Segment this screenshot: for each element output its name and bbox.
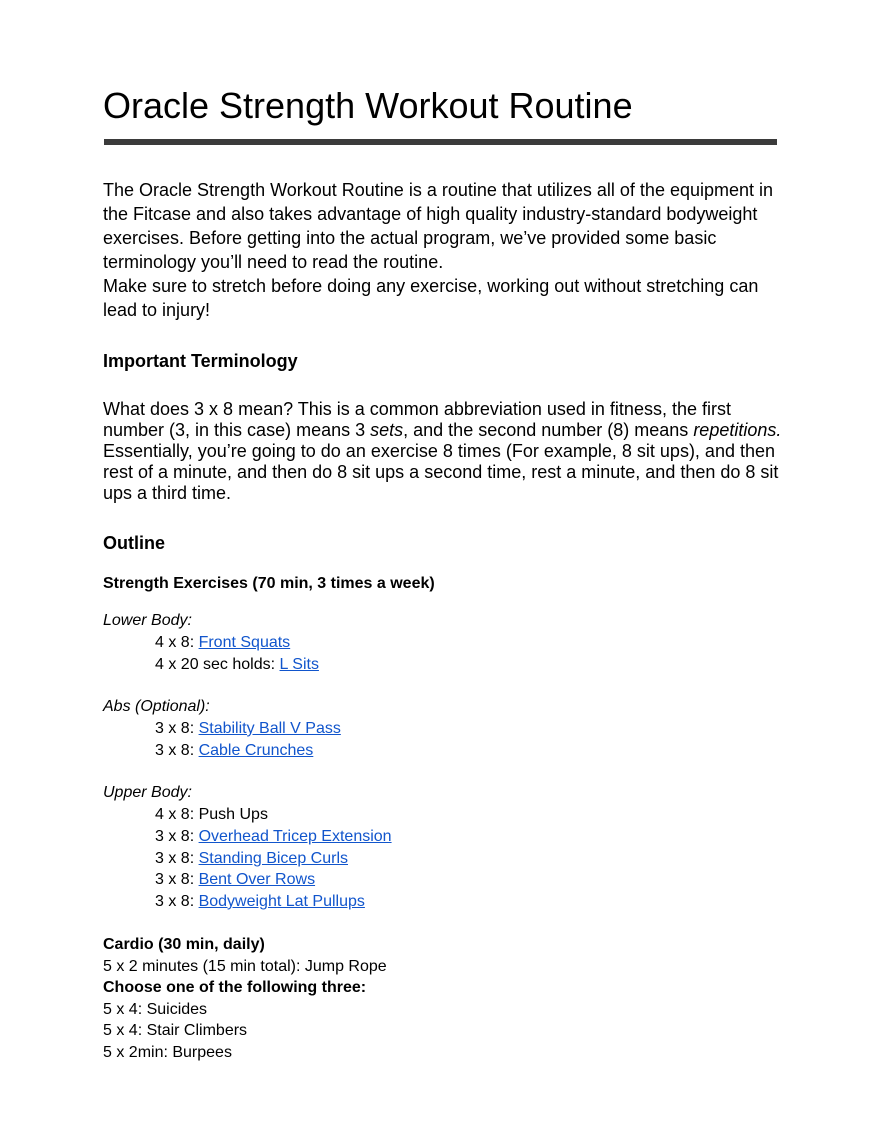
repetitions-term: repetitions.	[693, 420, 782, 440]
stability-ball-v-pass-link[interactable]: Stability Ball V Pass	[198, 720, 341, 737]
list-item	[103, 826, 835, 848]
l-sits-link[interactable]: L Sits	[279, 656, 319, 673]
cardio-option: 5 x 2min: Burpees	[103, 1044, 232, 1061]
set-rep-prefix: 4 x 20 sec holds:	[155, 656, 280, 673]
list-item	[103, 848, 835, 870]
strength-heading: Strength Exercises (70 min, 3 times a week)	[103, 575, 435, 592]
terminology-heading: Important Terminology	[103, 351, 298, 371]
list-item	[103, 654, 835, 676]
set-rep-prefix: 3 x 8:	[155, 720, 199, 737]
front-squats-link[interactable]: Front Squats	[198, 634, 291, 651]
outline-heading: Outline	[103, 533, 165, 553]
list-item: 4 x 8: Push Ups	[155, 806, 268, 823]
bent-over-rows-link[interactable]: Bent Over Rows	[198, 871, 316, 888]
cardio-option: 5 x 4: Suicides	[103, 1001, 208, 1018]
list-item	[103, 632, 835, 654]
abs-label: Abs (Optional):	[103, 698, 210, 715]
terminology-text-1: What does 3 x 8 mean? This is a common abbreviation used in fitness, the first number (3, in this case) means 3	[103, 399, 731, 440]
set-rep-prefix: 3 x 8:	[155, 742, 199, 759]
set-rep-prefix: 3 x 8:	[155, 828, 199, 845]
list-item	[103, 869, 835, 891]
standing-bicep-curls-link[interactable]: Standing Bicep Curls	[198, 850, 348, 867]
page-title: Oracle Strength Workout Routine	[103, 85, 633, 126]
cardio-heading: Cardio (30 min, daily)	[103, 936, 265, 953]
set-rep-prefix: 3 x 8:	[155, 850, 199, 867]
lower-body-label: Lower Body:	[103, 612, 192, 629]
terminology-text-2: , and the second number (8) means	[403, 420, 694, 440]
set-rep-prefix: 3 x 8:	[155, 871, 199, 888]
jump-rope-line: 5 x 2 minutes (15 min total): Jump Rope	[103, 958, 387, 975]
list-item	[103, 718, 835, 740]
cable-crunches-link[interactable]: Cable Crunches	[198, 742, 314, 759]
overhead-tricep-extension-link[interactable]: Overhead Tricep Extension	[198, 828, 392, 845]
set-rep-prefix: 3 x 8:	[155, 893, 199, 910]
intro-paragraph: The Oracle Strength Workout Routine is a routine that utilizes all of the equipment in the Fitcase and also takes advantage of high quality industry-standard bodyweight exercises. Before getting into the actual program, we’ve provided some basic terminology you’ll need to read the routine.	[103, 180, 774, 272]
stretch-note: Make sure to stretch before doing any exercise, working out without stretching can lead to injury!	[103, 276, 759, 320]
choose-one-heading: Choose one of the following three:	[103, 979, 367, 996]
list-item	[103, 891, 835, 913]
set-rep-prefix: 4 x 8:	[155, 634, 199, 651]
bodyweight-lat-pullups-link[interactable]: Bodyweight Lat Pullups	[198, 893, 365, 910]
intro-section	[103, 178, 783, 322]
cardio-option: 5 x 4: Stair Climbers	[103, 1022, 248, 1039]
terminology-paragraph	[103, 399, 783, 504]
list-item	[103, 740, 835, 762]
title-divider	[104, 139, 777, 145]
sets-term: sets	[370, 420, 404, 440]
upper-body-label: Upper Body:	[103, 784, 192, 801]
terminology-text-3: Essentially, you’re going to do an exercise 8 times (For example, 8 sit ups), and then rest of a minute, and then do 8 sit ups a second time, rest a minute, and then do 8 sit ups a third time.	[103, 441, 779, 503]
